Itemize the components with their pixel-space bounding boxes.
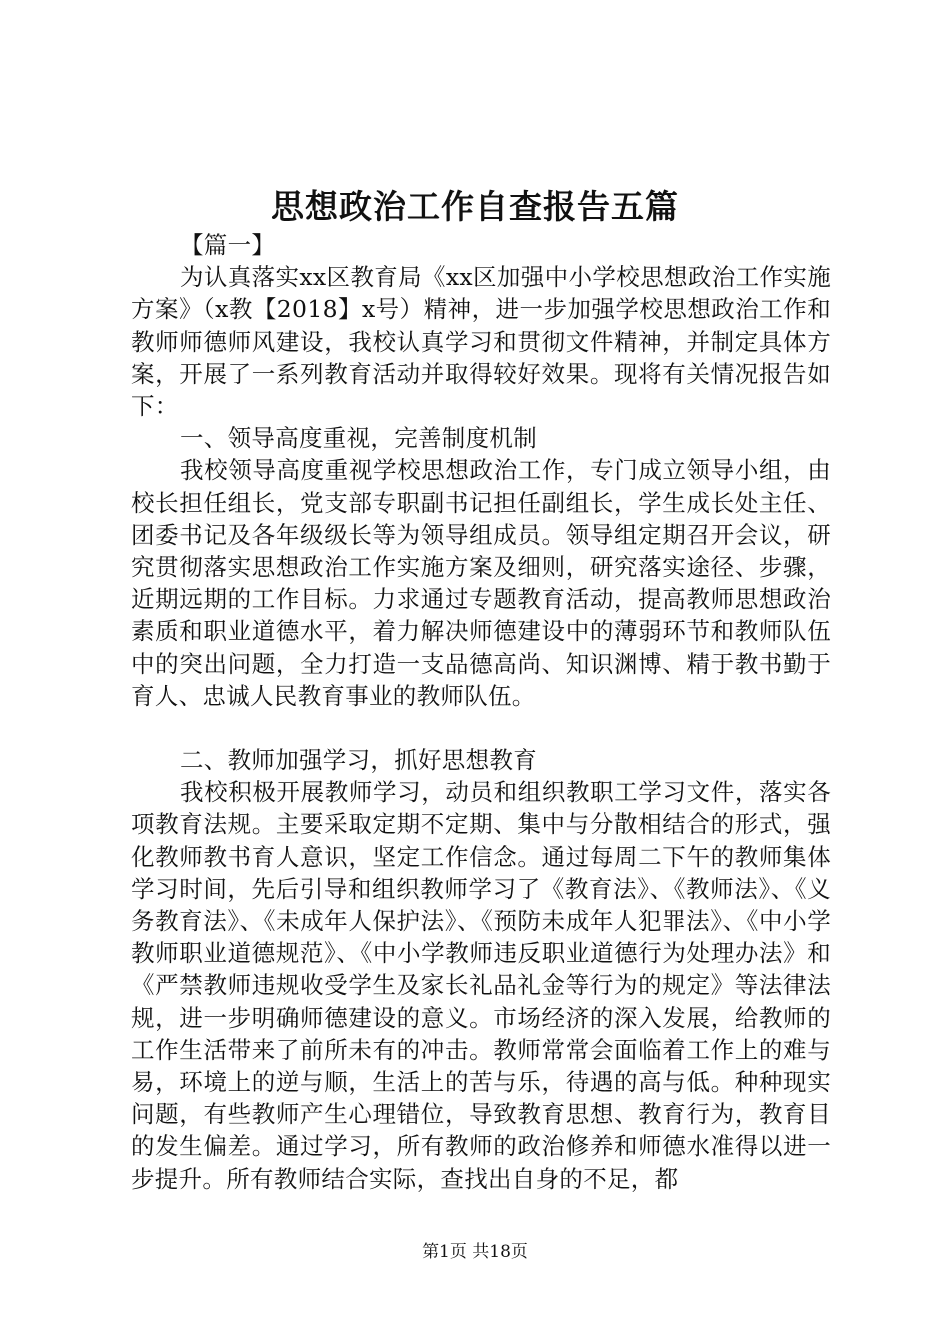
section-1-paragraph: 我校领导高度重视学校思想政治工作，专门成立领导小组，由校长担任组长，党支部专职副书记担任副组长，学生成长处主任、团委书记及各年级级长等为领导组成员。领导组定期召开会议，研究贯彻落实思想政治工作实施方案及细则，研究落实途径、步骤，近期远期的工作目标。力求通过专题教育活动，提高教师思想政治素质和职业道德水平，着力解决师德建设中的薄弱环节和教师队伍中的突出问题，全力打造一支品德高尚、知识渊博、精于教书勤于育人、忠诚人民教育事业的教师队伍。 (131, 456, 831, 710)
document-body (131, 229, 831, 1195)
section-2-heading: 二、教师加强学习，抓好思想教育 (180, 746, 537, 775)
document-title: 思想政治工作自查报告五篇 (271, 187, 679, 226)
part-label: 【篇一】 (180, 231, 276, 259)
section-2-paragraph: 我校积极开展教师学习，动员和组织教职工学习文件，落实各项教育法规。主要采取定期不定期、集中与分散相结合的形式，强化教师教书育人意识，坚定工作信念。通过每周二下午的教师集体学习时间，先后引导和组织教师学习了《教育法》、《教师法》、《义务教育法》、《未成年人保护法》、《预防未成年人犯罪法》、《中小学教师职业道德规范》、《中小学教师违反职业道德行为处理办法》和《严禁教师违规收受学生及家长礼品礼金等行为的规定》等法律法规，进一步明确师德建设的意义。市场经济的深入发展，给教师的工作生活带来了前所未有的冲击。教师常常会面临着工作上的难与易，环境上的逆与顺，生活上的苦与乐，待遇的高与低。种种现实问题，有些教师产生心理错位，导致教育思想、教育行为，教育目的发生偏差。通过学习，所有教师的政治修养和师德水准得以进一步提升。所有教师结合实际，查找出自身的不足，都 (131, 778, 831, 1193)
intro-paragraph: 为认真落实xx区教育局《xx区加强中小学校思想政治工作实施方案》（x教【2018】x号）精神，进一步加强学校思想政治工作和教师师德师风建设，我校认真学习和贯彻文件精神，并制定具体方案，开展了一系列教育活动并取得较好效果。现将有关情况报告如下： (131, 263, 831, 421)
paragraph-gap (131, 712, 831, 744)
section-1-heading: 一、领导高度重视，完善制度机制 (180, 424, 537, 453)
page-footer: 第1页 共18页 (422, 1242, 528, 1262)
